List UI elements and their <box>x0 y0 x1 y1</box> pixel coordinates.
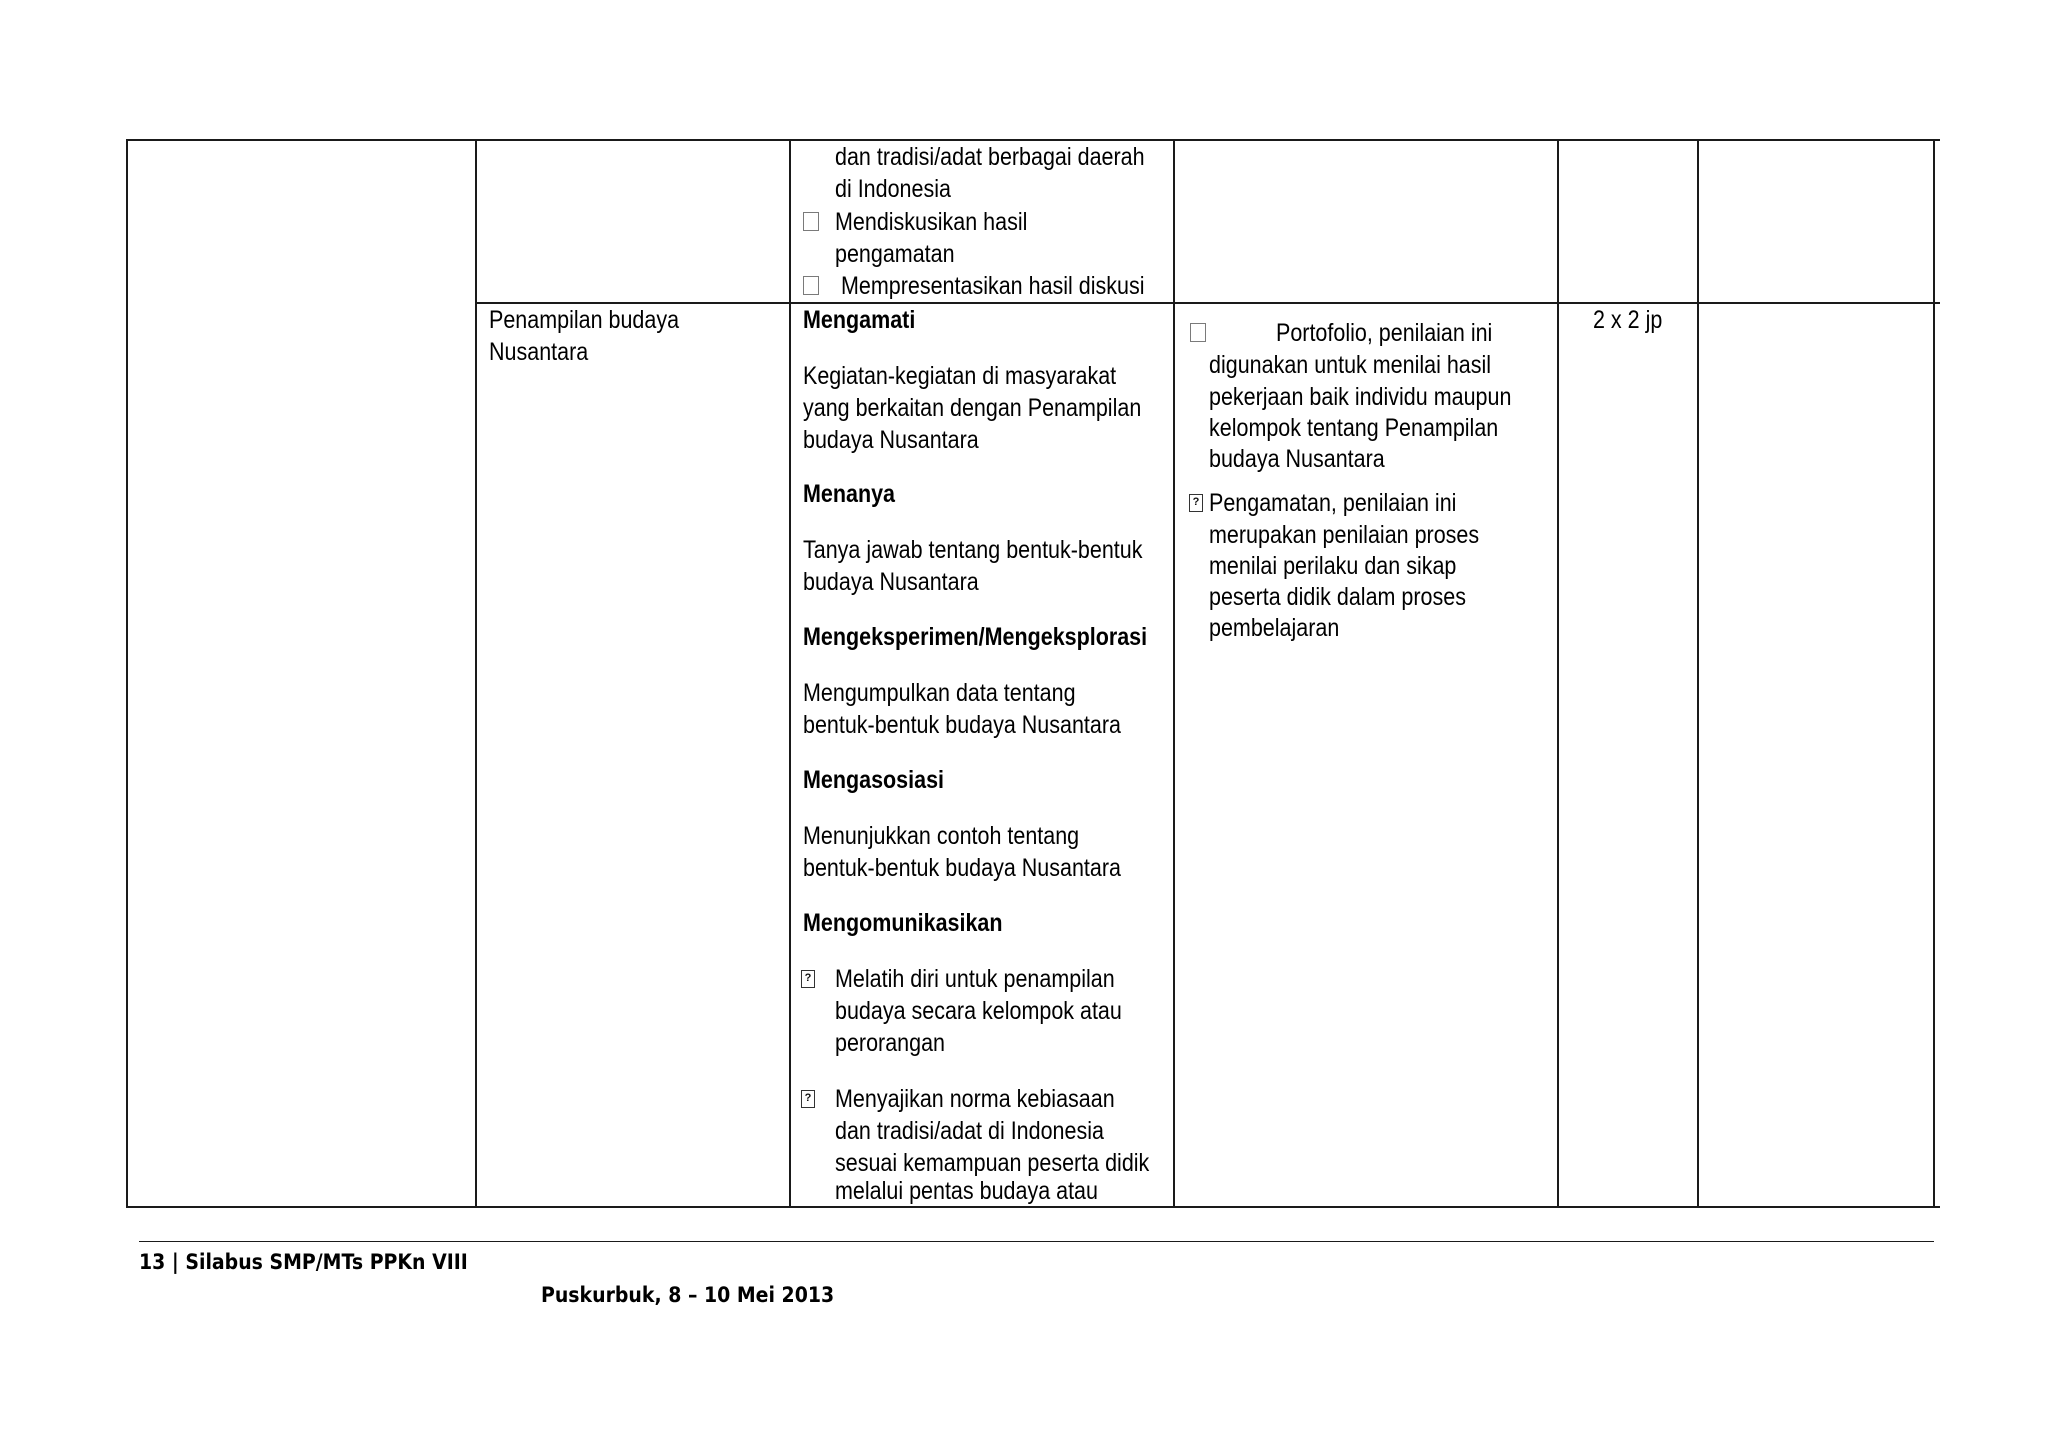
activity-text: Tanya jawab tentang bentuk-bentuk <box>803 536 1143 564</box>
footer-page-label: 13 | Silabus SMP/MTs PPKn VIII <box>139 1250 468 1274</box>
activity-text: pengamatan <box>835 240 955 268</box>
footer-date-line: Puskurbuk, 8 – 10 Mei 2013 <box>541 1283 835 1307</box>
assessment-text: merupakan penilaian proses <box>1209 521 1480 549</box>
column-divider-1 <box>475 139 477 1208</box>
materi-text: Penampilan budaya <box>489 306 680 334</box>
table-right-border <box>1933 139 1935 1208</box>
assessment-text: kelompok tentang Penampilan <box>1209 414 1499 442</box>
activity-text: Kegiatan-kegiatan di masyarakat <box>803 362 1117 390</box>
activity-text: di Indonesia <box>835 175 951 203</box>
activity-text: Mempresentasikan hasil diskusi <box>841 272 1145 300</box>
checkbox-bullet-icon <box>803 276 819 295</box>
activity-text: dan tradisi/adat di Indonesia <box>835 1117 1104 1145</box>
activity-text: perorangan <box>835 1029 945 1057</box>
checkbox-bullet-icon <box>1190 323 1206 342</box>
section-heading: Mengasosiasi <box>803 766 944 794</box>
activity-text: Menunjukkan contoh tentang <box>803 822 1080 850</box>
bullet-icon: ? <box>801 1090 815 1108</box>
assessment-text: budaya Nusantara <box>1209 445 1385 473</box>
assessment-text: pembelajaran <box>1209 614 1340 642</box>
activity-text: Mendiskusikan hasil <box>835 208 1028 236</box>
assessment-text: Pengamatan, penilaian ini <box>1209 489 1457 517</box>
column-divider-2 <box>789 139 791 1208</box>
footer-rule <box>139 1241 1934 1242</box>
activity-text: budaya secara kelompok atau <box>835 997 1122 1025</box>
activity-text: budaya Nusantara <box>803 426 979 454</box>
activity-text: Melatih diri untuk penampilan <box>835 965 1115 993</box>
activity-text: Menyajikan norma kebiasaan <box>835 1085 1115 1113</box>
assessment-text: peserta didik dalam proses <box>1209 583 1466 611</box>
row-divider <box>476 302 1940 304</box>
materi-text: Nusantara <box>489 338 589 366</box>
activity-text: bentuk-bentuk budaya Nusantara <box>803 711 1121 739</box>
activity-text: yang berkaitan dengan Penampilan <box>803 394 1142 422</box>
table-left-border <box>126 139 128 1208</box>
checkbox-bullet-icon <box>803 212 819 231</box>
assessment-text: digunakan untuk menilai hasil <box>1209 351 1492 379</box>
section-heading: Mengeksperimen/Mengeksplorasi <box>803 623 1148 651</box>
activity-text: melalui pentas budaya atau <box>835 1177 1098 1205</box>
bullet-icon: ? <box>1189 494 1203 512</box>
section-heading: Mengamati <box>803 306 916 334</box>
activity-text: bentuk-bentuk budaya Nusantara <box>803 854 1121 882</box>
activity-text: budaya Nusantara <box>803 568 979 596</box>
section-heading: Mengomunikasikan <box>803 909 1003 937</box>
time-allocation: 2 x 2 jp <box>1593 306 1663 334</box>
activity-text: sesuai kemampuan peserta didik <box>835 1149 1150 1177</box>
column-divider-5 <box>1697 139 1699 1208</box>
bullet-icon: ? <box>801 970 815 988</box>
section-heading: Menanya <box>803 480 896 508</box>
activity-text: Mengumpulkan data tentang <box>803 679 1076 707</box>
assessment-text: Portofolio, penilaian ini <box>1276 319 1493 347</box>
column-divider-4 <box>1557 139 1559 1208</box>
assessment-text: menilai perilaku dan sikap <box>1209 552 1457 580</box>
activity-text: dan tradisi/adat berbagai daerah <box>835 143 1145 171</box>
column-divider-3 <box>1173 139 1175 1208</box>
assessment-text: pekerjaan baik individu maupun <box>1209 383 1512 411</box>
